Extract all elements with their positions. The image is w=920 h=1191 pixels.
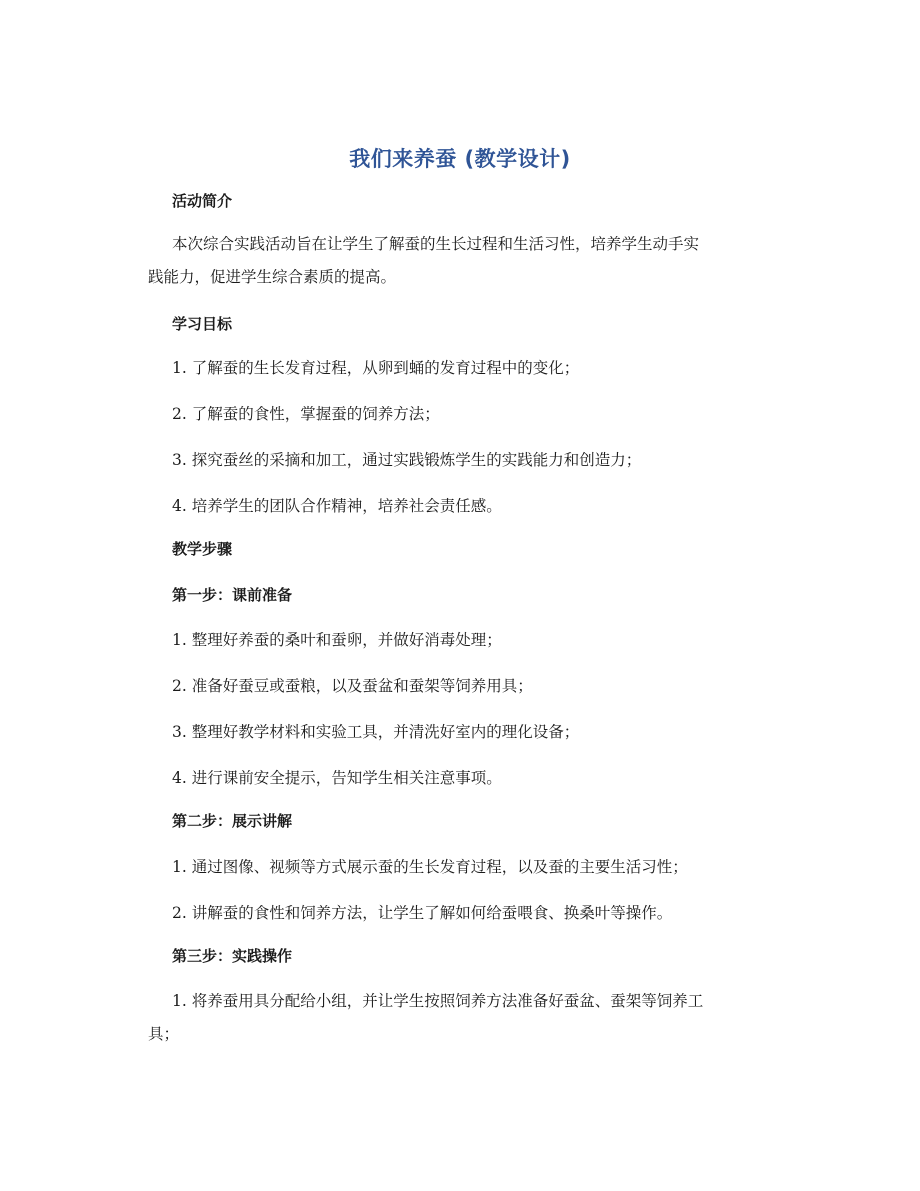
goal-item-1: 1. 了解蚕的生长发育过程，从卵到蛹的发育过程中的变化； xyxy=(172,359,580,377)
step1-item-4: 4. 进行课前安全提示，告知学生相关注意事项。 xyxy=(172,769,502,787)
document-title: 我们来养蚕 (教学设计) xyxy=(349,147,571,171)
intro-paragraph-line-1: 本次综合实践活动旨在让学生了解蚕的生长过程和生活习性，培养学生动手实 xyxy=(172,235,700,253)
section-heading-goals: 学习目标 xyxy=(172,315,233,333)
goal-item-4: 4. 培养学生的团队合作精神，培养社会责任感。 xyxy=(172,497,502,515)
step3-item-1-line-2: 具； xyxy=(148,1025,180,1043)
goal-item-3: 3. 探究蚕丝的采摘和加工，通过实践锻炼学生的实践能力和创造力； xyxy=(172,451,642,469)
step3-heading: 第三步：实践操作 xyxy=(172,947,293,965)
step2-item-2: 2. 讲解蚕的食性和饲养方法，让学生了解如何给蚕喂食、换桑叶等操作。 xyxy=(172,904,673,922)
intro-paragraph-line-2: 践能力，促进学生综合素质的提高。 xyxy=(148,268,397,286)
goal-item-2: 2. 了解蚕的食性，掌握蚕的饲养方法； xyxy=(172,405,440,423)
step2-heading: 第二步：展示讲解 xyxy=(172,812,293,830)
section-heading-intro: 活动简介 xyxy=(172,192,233,210)
step1-heading: 第一步：课前准备 xyxy=(172,586,293,604)
step2-item-1: 1. 通过图像、视频等方式展示蚕的生长发育过程，以及蚕的主要生活习性； xyxy=(172,858,688,876)
step1-item-3: 3. 整理好教学材料和实验工具，并清洗好室内的理化设备； xyxy=(172,723,580,741)
step1-item-2: 2. 准备好蚕豆或蚕粮，以及蚕盆和蚕架等饲养用具； xyxy=(172,677,533,695)
step3-item-1-line-1: 1. 将养蚕用具分配给小组，并让学生按照饲养方法准备好蚕盆、蚕架等饲养工 xyxy=(172,992,704,1010)
section-heading-steps: 教学步骤 xyxy=(172,540,233,558)
step1-item-1: 1. 整理好养蚕的桑叶和蚕卵，并做好消毒处理； xyxy=(172,631,502,649)
